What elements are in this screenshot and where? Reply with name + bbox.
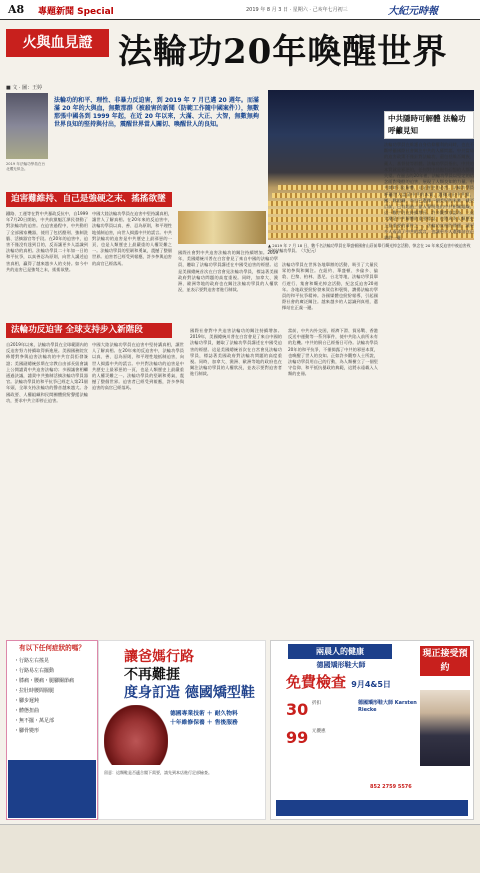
ad-title: 德國矯形鞋大師: [316, 661, 366, 669]
section-heading-2: 法輪功反迫害 全球支持步入新階段: [6, 323, 172, 338]
list-item: ・腳骨變形: [14, 728, 40, 734]
ad-footer-bar: [276, 800, 468, 816]
body-text-col1: 鐵路、工運等在對中共暴政反抗中，自1999年7月20日開始，中共前黨魁江澤民發動了對法輪功的迫害。在迫害過程中，中共動用了全部國家機器，使用了包括酷刑、強制洗腦、活摘器官等手段。在20年的迫害中，迫害不僅沒有達到目的，反而讓更多人認識到法輪功的真相。法輪功學員二十年如一日的和平抗爭，以真善忍為原則，向世人講述迫害真相，贏得了越來越多人的支持。如今中共的迫害已是強弩之末，搖搖欲墜。: [6, 211, 88, 272]
ad-symptoms-list: [14, 656, 98, 736]
body-text-col2: 中國大陸法輪功學員在迫害中堅持講真相，讓世人了解真相。在20年來的反迫害中，法輪功學員以真、善、忍為原則，和平理性地抵制迫害，向世人揭露中共的謊言。中共對法輪功的迫害是中共歷史上最邪惡的一頁，也是人類歷史上最嚴重的人權災難之一。法輪功學員的堅韌和勇氣，震撼了整個世界。迫害者已經受到報應，許多參與迫害的高官已經落馬。: [92, 211, 172, 266]
section-heading-1: 迫害難維持、自己是強硬之末、搖搖欲墜: [6, 192, 172, 207]
list-item: ・腳步遲鈍: [14, 698, 40, 704]
offer-number: 99: [286, 728, 309, 747]
offer-label: 元優惠: [312, 729, 326, 734]
body-text-col8: 當前，中共內外交困，經濟下滑、貿易戰、香港反送中運動等一系列事件，使中共陷入前所未有的危機。中共的倒台已經指日可待。法輪功學員20年的和平抗爭，不僅揭露了中共的邪惡本質，也喚醒了世人的良知。正如許多觀察人士所說，法輪功學員用自己的行動，為人類樹立了一個堅守信仰、和平抵抗暴政的典範，這將永遠載入人類的史冊。: [288, 328, 378, 377]
list-item: ・體態扭曲: [14, 708, 40, 714]
list-item: ・行路左右搖晃: [14, 658, 50, 664]
ad-headline-2: 不再難捱: [124, 667, 180, 683]
publication-date: 2019 年 8 月 3 日 · 星期六 · 己亥年七月初三: [246, 7, 348, 13]
ad-bullets: 德國專業技術 ＋ 耐久物料 十年維修保養 ＋ 售後服務: [170, 711, 238, 726]
appointment-badge: 現正接受預約: [420, 646, 470, 676]
section-label: 專題新聞 Special: [38, 7, 114, 17]
masthead-logo: 大紀元時報: [388, 6, 438, 17]
ad-dates: 9月4&5日: [351, 680, 391, 689]
headline: 法輪功20年喚醒世界: [118, 32, 448, 72]
ad-symptoms-title: 有以下任何症狀的嗎？: [19, 644, 85, 652]
list-item: ・無不擺・萬足部: [14, 718, 55, 724]
ad-headline-3: 度身訂造 德國矯型鞋: [124, 685, 255, 701]
ad-note: 留意：這類鞋是否適合閣下需要，請先到本店進行足部檢查。: [104, 770, 212, 775]
secondary-photo: [178, 211, 266, 244]
shoe-image: [104, 705, 168, 765]
byline: ■ 文 · 圖：王婷: [6, 85, 43, 91]
ad-feet-photo: [8, 760, 96, 818]
ad-headline-1: 讓爸媽行路: [124, 649, 194, 665]
ad-free-check: [286, 672, 396, 695]
sidebar-heading: 中共隱時可解體 法輪功呼籲見知: [384, 111, 474, 139]
body-text-col4: 法輪功學員在世界各地舉辦的活動，吸引了大量民眾的參與和關注。在紐約、華盛頓、多倫多、倫敦、巴黎、柏林、悉尼、台北等地，法輪功學員舉行遊行、集會和燭光悼念活動，紀念反迫害20週年。各地政要紛紛發來賀信和褒獎，讚揚法輪功學員的和平抗爭精神。各國媒體也紛紛報導，引起國際社會的廣泛關注。越來越多的人認識到真相，選擇站在正義一邊。: [282, 262, 378, 311]
discount-label: 折扣: [312, 701, 321, 706]
body-text-col5: 自2019年以來，法輪功學員在全球範圍內的反迫害努力持續取得新進展。美國國務院宣佈將對參與迫害法輪功的中共官員拒發簽證；美國副總統彭斯在宗教自由部長級會議上公開譴責中共迫害法輪功；多國議會相繼通過決議，譴責中共強制活摘法輪功學員器官。法輪功學員的和平抗爭已經走入第21個年頭，全球支持法輪功的聲音越來越大。各國政要、人權組織和民間團體紛紛聲援法輪功，要求中共立即停止迫害。: [6, 342, 88, 403]
intro-photo-caption: 2019 年法輪功學員在台北燭光悼念。: [6, 162, 46, 171]
kicker-label: 火與血見證: [6, 29, 109, 57]
list-item: ・行路易左右擺動: [14, 668, 55, 674]
discount-number: 30: [286, 700, 309, 719]
main-photo-caption: ▲ 2019 年 7 月 18 日，數千名法輪功學員在華盛頓國會山莊前舉行燭光悼念活動，悼念在 20 年來反迫害中被迫害致死的法輪功學員。（大紀元）: [268, 243, 471, 254]
intro-paragraph: 法輪功的和平、理性、非暴力反迫害，到 2019 年 7 月已邁 20 週年。而滿滿 20 年的大與血，無數那群（被殺害的新聞（防範工作隨中國案件）），無數那張中國各到 1999 年起，在近 20 年以來，大滿、大正、大智，無數無夠世界良知的堅持與付出，震醒世界當人關切、喚醒世人的良知。: [54, 97, 259, 129]
sidebar-text: 法輪功學員在維護自身信仰權利的同時，也在不斷呼籲國際社會關注中共的人權問題。中共當局的迫害政策不僅針對法輪功，還包括維吾爾族、藏人、基督徒等群體。法輪功學員指出，中共的本質就是邪惡的，任何對中共抱有幻想的人都將失望。在過去的20年裡，法輪功學員以堅定的信念面對殘酷的迫害，展現了人類良知的力量。中共隨時可能解體，這是歷史的必然。法輪功學員呼籲世人認清中共的本質，選擇退出中共黨、團、隊組織，為自己選擇一個美好的未來。截至目前，已有超過三億人聲明退出中共相關組織，這一數字仍在持續增長。許多觀察家認為，三退大潮是中共解體的重要標誌，也將成為人類歷史上最重要的事件之一。法輪功真相的傳播，讓更多人看清了中共的謊言，也讓更多人選擇站在正義的一邊。: [384, 142, 474, 241]
page-number: A8: [8, 3, 25, 16]
list-item: ・膝痛・腰痛・腿腳關節痛: [14, 678, 75, 684]
body-text-col6: 中國大陸法輪功學員在迫害中堅持講真相，讓世人了解真相。在20年來的反迫害中，法輪功學員以真、善、忍為原則，和平理性地抵制迫害，向世人揭露中共的謊言。中共對法輪功的迫害是中共歷史上最邪惡的一頁，也是人類歷史上最嚴重的人權災難之一。法輪功學員的堅韌和勇氣，震撼了整個世界。迫害者已經受到報應，許多參與迫害的高官已經落馬。: [92, 342, 184, 391]
list-item: ・拉肚時腰間腸腿: [14, 688, 55, 694]
intro-photo: [6, 93, 48, 159]
body-text-col7: 國際社會對中共迫害法輪功的關注持續增加。2019年，美國總統川普在白宮會見了來自中國的法輪功學員，聽取了法輪功學員講述在中國受迫害的經歷。這是美國總統首次在白宮會見法輪功學員，標誌著美國政府對法輪功問題的高度重視。同時，加拿大、澳洲、歐洲等地的政府也在關注法輪功學員的人權狀況，並表示要對迫害者進行制裁。: [190, 328, 282, 377]
specialist-name: 德國矯形鞋大師 Karsten Riecke: [358, 700, 417, 713]
phone-number: 852 2759 5576: [370, 784, 412, 790]
page-footer: [0, 824, 480, 873]
ad-free-label: 免費檢查: [286, 673, 347, 691]
body-text-col3: 國際社會對中共迫害法輪功的關注持續增加。2019年，美國總統川普在白宮會見了來自中國的法輪功學員，聽取了法輪功學員講述在中國受迫害的經歷。這是美國總統首次在白宮會見法輪功學員，標誌著美國政府對法輪功問題的高度重視。同時，加拿大、澳洲、歐洲等地的政府也在關注法輪功學員的人權狀況，並表示要對迫害者進行制裁。: [178, 250, 278, 293]
specialist-photo: [420, 690, 470, 766]
ad-banner: 兩晨人的健康: [288, 644, 392, 659]
